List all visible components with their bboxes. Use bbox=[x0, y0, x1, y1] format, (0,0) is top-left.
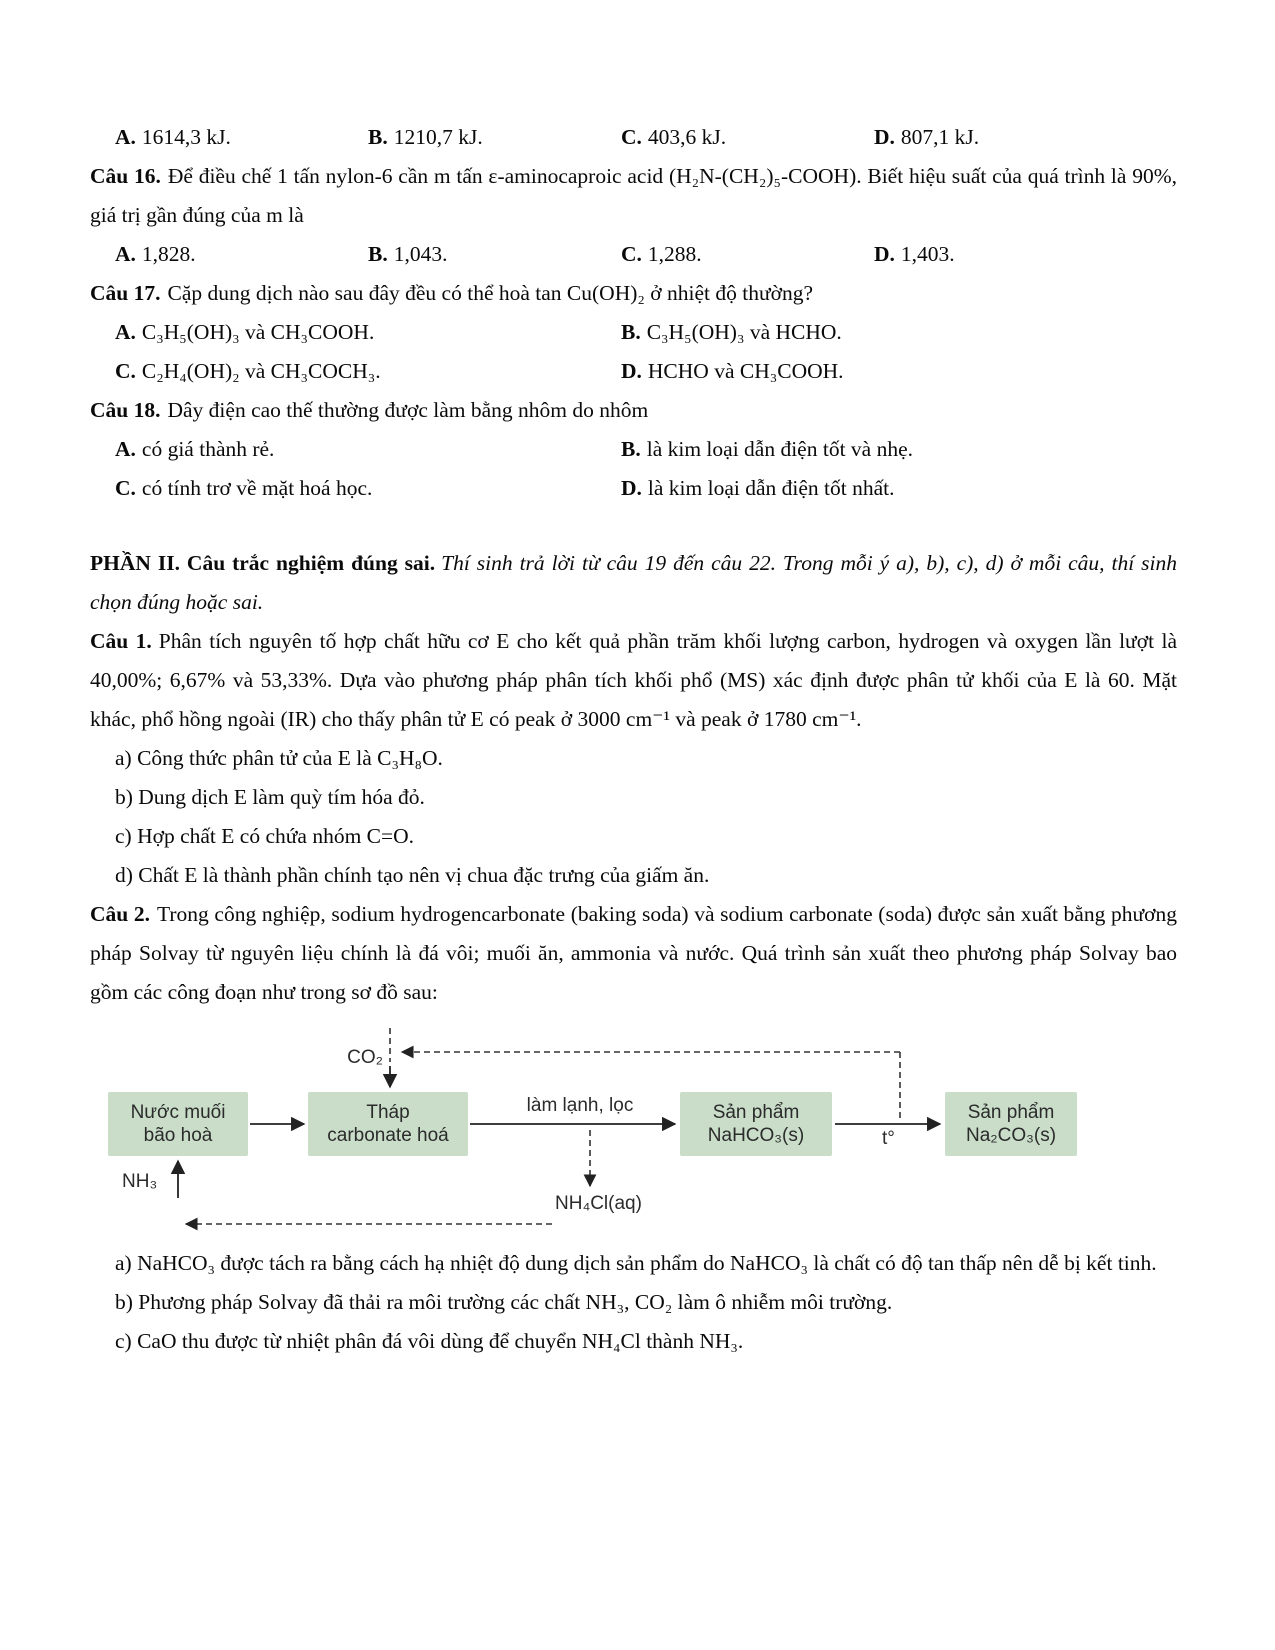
option-label: C. bbox=[115, 359, 136, 383]
question-number: Câu 17. bbox=[90, 281, 161, 305]
option-label: B. bbox=[368, 125, 388, 149]
solvay-process-diagram bbox=[100, 1024, 1100, 1236]
option-c bbox=[621, 118, 874, 157]
question-text: Để điều chế 1 tấn nylon-6 cần m tấn ε-aminocaproic acid (H₂N-(CH₂)₅-COOH). Biết hiệu suất của quá trình là 90%, giá trị gần đúng của m là bbox=[90, 164, 1177, 227]
c1-item-b: b) Dung dịch E làm quỳ tím hóa đỏ. bbox=[115, 785, 425, 809]
option-text: là kim loại dẫn điện tốt và nhẹ. bbox=[646, 437, 914, 461]
c1-item-c: c) Hợp chất E có chứa nhóm C=O. bbox=[115, 824, 415, 848]
c1-item-d: d) Chất E là thành phần chính tạo nên vị chua đặc trưng của giấm ăn. bbox=[115, 863, 710, 887]
option-label: A. bbox=[115, 320, 136, 344]
option-text: 403,6 kJ. bbox=[647, 125, 727, 149]
option-label: C. bbox=[621, 125, 642, 149]
option-d bbox=[621, 352, 844, 391]
box-line: Na₂CO₃(s) bbox=[965, 1125, 1057, 1146]
diagram-box-carbonation-tower bbox=[308, 1092, 468, 1156]
box-line: Tháp bbox=[366, 1102, 410, 1123]
option-b bbox=[621, 313, 842, 352]
option-a bbox=[115, 430, 621, 469]
box-line: Sản phẩm bbox=[712, 1102, 800, 1123]
co2-label: CO₂ bbox=[347, 1047, 383, 1068]
q18-options-row-2 bbox=[90, 469, 1177, 508]
option-text: có giá thành rẻ. bbox=[141, 437, 275, 461]
option-text: C₃H₅(OH)₃ và HCHO. bbox=[646, 320, 842, 344]
question-18 bbox=[90, 391, 1177, 430]
heat-label: t° bbox=[882, 1128, 895, 1149]
q16-options-row bbox=[90, 235, 1177, 274]
option-label: A. bbox=[115, 125, 136, 149]
q17-options-row-1 bbox=[90, 313, 1177, 352]
question-number: Câu 2. bbox=[90, 902, 150, 926]
question-text: Cặp dung dịch nào sau đây đều có thể hoà tan Cu(OH)₂ ở nhiệt độ thường? bbox=[167, 281, 814, 305]
option-c bbox=[115, 352, 621, 391]
option-text: 1,043. bbox=[393, 242, 448, 266]
option-a bbox=[115, 118, 368, 157]
question-text: Phân tích nguyên tố hợp chất hữu cơ E cho kết quả phần trăm khối lượng carbon, hydrogen và oxygen lần lượt là 40,00%; 6,67% và 53,33%. Dựa vào phương pháp phân tích khối phổ (MS) xác định được phân tử khối của E là 60. Mặt khác, phổ hồng ngoài (IR) cho thấy phân tử E có peak ở 3000 cm⁻¹ và peak ở 1780 cm⁻¹. bbox=[90, 629, 1178, 731]
option-text: 1210,7 kJ. bbox=[393, 125, 483, 149]
box-line: Nước muối bbox=[130, 1102, 226, 1123]
question-16 bbox=[90, 157, 1177, 235]
q18-options-row-1 bbox=[90, 430, 1177, 469]
nh3-label: NH₃ bbox=[122, 1171, 158, 1192]
part2-heading bbox=[90, 544, 1177, 622]
option-label: C. bbox=[115, 476, 136, 500]
option-text: 1,828. bbox=[141, 242, 196, 266]
option-text: 1,403. bbox=[900, 242, 955, 266]
option-b bbox=[368, 118, 621, 157]
option-text: HCHO và CH₃COOH. bbox=[647, 359, 844, 383]
option-d bbox=[621, 469, 895, 508]
option-text: có tính trơ về mặt hoá học. bbox=[141, 476, 373, 500]
option-label: C. bbox=[621, 242, 642, 266]
question-17 bbox=[90, 274, 1177, 313]
c1-item-a: a) Công thức phân tử của E là C₃H₈O. bbox=[115, 746, 443, 770]
option-label: D. bbox=[874, 242, 895, 266]
question-number: Câu 1. bbox=[90, 629, 152, 653]
option-label: B. bbox=[621, 437, 641, 461]
part2-title: PHẦN II. Câu trắc nghiệm đúng sai. bbox=[90, 551, 436, 575]
c2-item-c: c) CaO thu được từ nhiệt phân đá vôi dùng để chuyển NH₄Cl thành NH₃. bbox=[115, 1329, 744, 1353]
question-number: Câu 16. bbox=[90, 164, 161, 188]
nh4cl-label: NH₄Cl(aq) bbox=[555, 1193, 642, 1214]
option-b bbox=[621, 430, 913, 469]
option-label: D. bbox=[621, 476, 642, 500]
option-text: là kim loại dẫn điện tốt nhất. bbox=[647, 476, 895, 500]
option-d bbox=[874, 235, 955, 274]
diagram-box-na2co3-product bbox=[945, 1092, 1077, 1156]
diagram-box-nahco3-product bbox=[680, 1092, 832, 1156]
box-line: Sản phẩm bbox=[967, 1102, 1055, 1123]
option-text: C₂H₄(OH)₂ và CH₃COCH₃. bbox=[141, 359, 381, 383]
question-c2 bbox=[90, 895, 1177, 1012]
option-text: 807,1 kJ. bbox=[900, 125, 980, 149]
option-a bbox=[115, 313, 621, 352]
c2-item-b: b) Phương pháp Solvay đã thải ra môi trường các chất NH₃, CO₂ làm ô nhiễm môi trường. bbox=[115, 1290, 893, 1314]
option-d bbox=[874, 118, 979, 157]
option-label: B. bbox=[621, 320, 641, 344]
option-c bbox=[621, 235, 874, 274]
option-c bbox=[115, 469, 621, 508]
option-label: A. bbox=[115, 437, 136, 461]
option-text: 1614,3 kJ. bbox=[141, 125, 231, 149]
option-label: A. bbox=[115, 242, 136, 266]
option-text: 1,288. bbox=[647, 242, 702, 266]
box-line: carbonate hoá bbox=[327, 1125, 449, 1146]
option-label: D. bbox=[874, 125, 895, 149]
cooling-filter-label: làm lạnh, lọc bbox=[526, 1095, 634, 1116]
box-line: bão hoà bbox=[143, 1125, 213, 1146]
c2-item-a: a) NaHCO₃ được tách ra bằng cách hạ nhiệt độ dung dịch sản phẩm do NaHCO₃ là chất có độ tan thấp nên dễ bị kết tinh. bbox=[115, 1251, 1157, 1275]
question-text: Trong công nghiệp, sodium hydrogencarbonate (baking soda) và sodium carbonate (soda) được sản xuất bằng phương pháp Solvay từ nguyên liệu chính là đá vôi; muối ăn, ammonia và nước. Quá trình sản xuất theo phương pháp Solvay bao gồm các công đoạn như trong sơ đồ sau: bbox=[90, 902, 1178, 1004]
question-c1 bbox=[90, 622, 1177, 739]
option-a bbox=[115, 235, 368, 274]
box-line: NaHCO₃(s) bbox=[707, 1125, 805, 1146]
option-label: D. bbox=[621, 359, 642, 383]
option-label: B. bbox=[368, 242, 388, 266]
question-text: Dây điện cao thế thường được làm bằng nhôm do nhôm bbox=[167, 398, 649, 422]
diagram-box-brine bbox=[108, 1092, 248, 1156]
q15-options-row bbox=[90, 118, 1177, 157]
part2-subtitle: Thí sinh trả lời từ câu 19 đến câu 22. Trong mỗi ý a), b), c), d) ở mỗi câu, thí sinh chọn đúng hoặc sai. bbox=[90, 551, 1177, 614]
question-number: Câu 18. bbox=[90, 398, 161, 422]
option-b bbox=[368, 235, 621, 274]
q17-options-row-2 bbox=[90, 352, 1177, 391]
option-text: C₃H₅(OH)₃ và CH₃COOH. bbox=[141, 320, 375, 344]
